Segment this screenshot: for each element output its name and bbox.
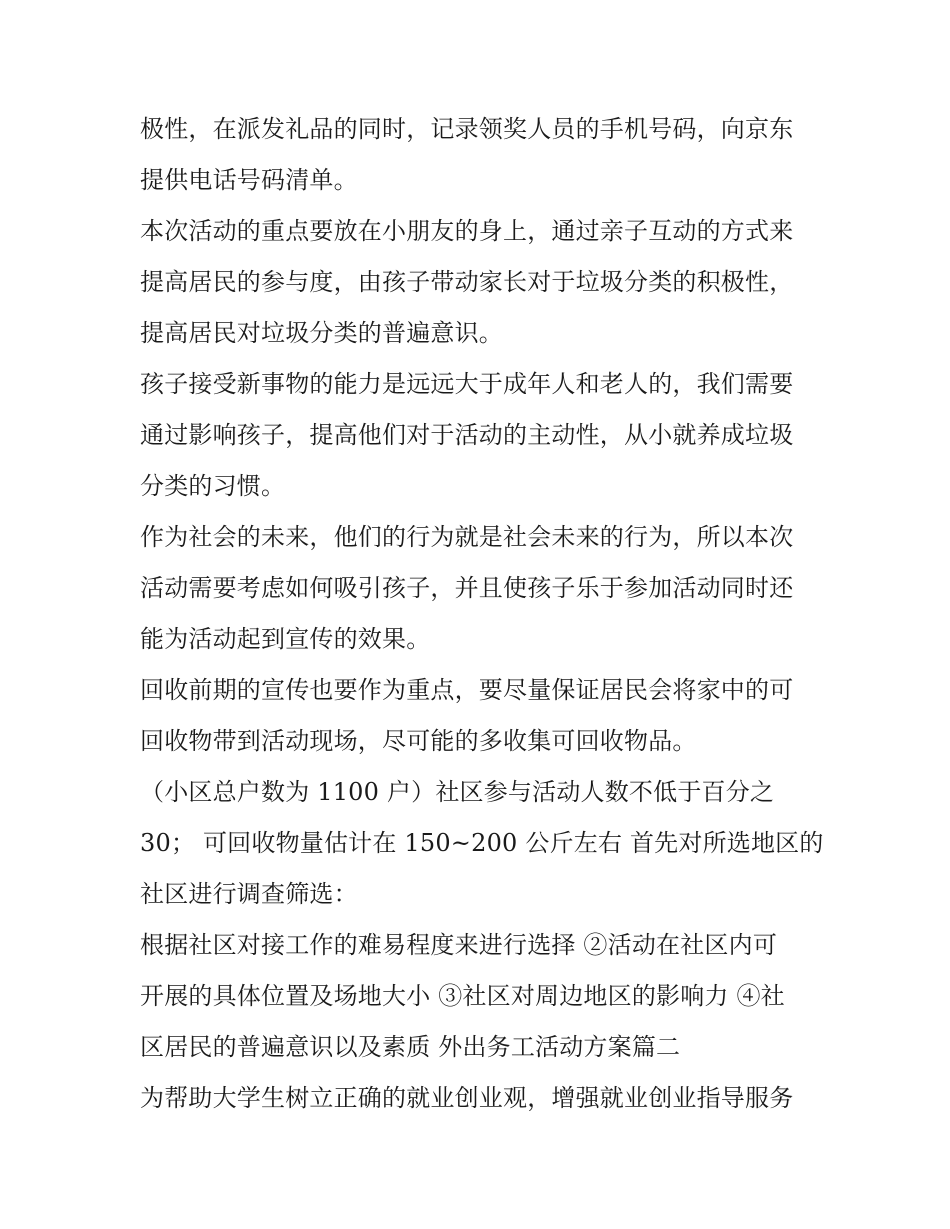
text-line: 回收前期的宣传也要作为重点，要尽量保证居民会将家中的可 [140, 676, 794, 704]
text-line: （小区总户数为 1100 户）社区参与活动人数不低于百分之 [140, 778, 775, 806]
text-line: 提高居民对垃圾分类的普遍意识。 [140, 319, 503, 347]
text-line: 分类的习惯。 [140, 472, 286, 500]
text-line: 本次活动的重点要放在小朋友的身上，通过亲子互动的方式来 [140, 217, 794, 245]
text-line: 开展的具体位置及场地大小 ③社区对周边地区的影响力 ④社 [140, 982, 785, 1010]
text-line: 通过影响孩子，提高他们对于活动的主动性，从小就养成垃圾 [140, 421, 794, 449]
text-line: 为帮助大学生树立正确的就业创业观，增强就业创业指导服务 [140, 1084, 794, 1112]
text-line: 活动需要考虑如何吸引孩子，并且使孩子乐于参加活动同时还 [140, 574, 794, 602]
text-line: 社区进行调查筛选： [140, 880, 358, 908]
text-line: 作为社会的未来，他们的行为就是社会未来的行为，所以本次 [140, 523, 794, 551]
text-line: 提高居民的参与度，由孩子带动家长对于垃圾分类的积极性， [140, 268, 794, 296]
text-line: 孩子接受新事物的能力是远远大于成年人和老人的，我们需要 [140, 370, 794, 398]
text-line: 极性，在派发礼品的同时，记录领奖人员的手机号码，向京东 [140, 115, 794, 143]
text-line: 根据社区对接工作的难易程度来进行选择 ②活动在社区内可 [140, 931, 778, 959]
text-line: 30； 可回收物量估计在 150~200 公斤左右 首先对所选地区的 [140, 829, 824, 857]
text-line: 回收物带到活动现场，尽可能的多收集可回收物品。 [140, 727, 697, 755]
text-line: 能为活动起到宣传的效果。 [140, 625, 431, 653]
text-line: 区居民的普遍意识以及素质 外出务工活动方案篇二 [140, 1033, 681, 1061]
text-line: 提供电话号码清单。 [140, 166, 358, 194]
document-body [140, 104, 830, 1124]
